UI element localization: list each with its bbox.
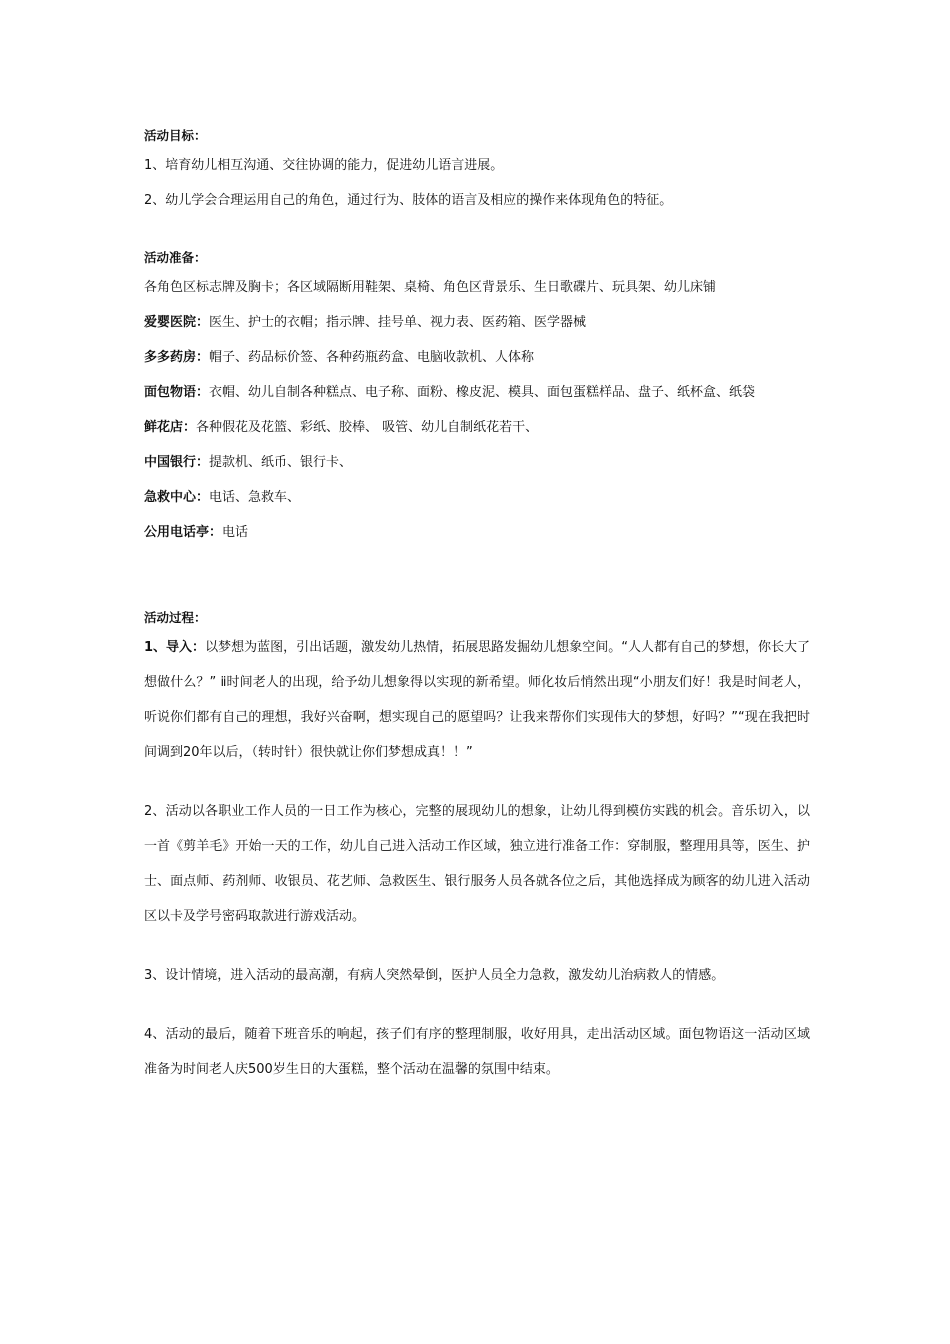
process-step-1-label: 1、导入： — [144, 640, 206, 655]
process-step-3: 3、设计情境，进入活动的最高潮，有病人突然晕倒，医护人员全力急救，激发幼儿治病救人的情感。 — [144, 968, 725, 983]
prep-area-pharmacy — [144, 340, 810, 375]
prep-area-label: 面包物语： — [144, 385, 210, 400]
preparation-heading: 活动准备： — [144, 250, 207, 265]
process-step-1-text: 以梦想为蓝图，引出话题，激发幼儿热情，拓展思路发掘幼儿想象空间。“人人都有自己的梦想，你长大了想做什么？” ⅱ时间老人的出现，给予幼儿想象得以实现的新希望。师化妆后悄然出现“小朋友们好！我是时间老人，听说你们都有自己的理想，我好兴奋啊，想实现自己的愿望吗？让我来帮你们实现伟大的梦想，好吗？”“现在我把时间调到20年以后，（转时针）很快就让你们梦想成真！！” — [144, 640, 810, 760]
prep-area-label: 公用电话亭： — [144, 525, 223, 540]
prep-area-text: 提款机、纸币、银行卡、 — [209, 455, 353, 470]
prep-area-label: 中国银行： — [144, 455, 210, 470]
prep-area-text: 各种假花及花篮、彩纸、胶棒、 吸管、幼儿自制纸花若干、 — [196, 420, 539, 435]
process-step-1 — [144, 630, 810, 770]
prep-area-label: 急救中心： — [144, 490, 210, 505]
prep-area-emergency — [144, 480, 810, 515]
goal-item-1: 1、培育幼儿相互沟通、交往协调的能力，促进幼儿语言进展。 — [144, 158, 504, 173]
prep-area-label: 鲜花店： — [144, 420, 197, 435]
process-step-2: 2、活动以各职业工作人员的一日工作为核心，完整的展现幼儿的想象，让幼儿得到模仿实践的机会。音乐切入，以一首《剪羊毛》开始一天的工作，幼儿自己进入活动工作区域，独立进行准备工作：穿制服，整理用具等，医生、护士、面点师、药剂师、收银员、花艺师、急救医生、银行服务人员各就各位之后，其他选择成为顾客的幼儿进入活动区以卡及学号密码取款进行游戏活动。 — [144, 804, 810, 924]
preparation-general: 各角色区标志牌及胸卡；各区域隔断用鞋架、桌椅、角色区背景乐、生日歌碟片、玩具架、幼儿床铺 — [144, 280, 717, 295]
prep-area-text: 医生、护士的衣帽；指示牌、挂号单、视力表、医药箱、医学器械 — [209, 315, 587, 330]
process-heading: 活动过程： — [144, 610, 207, 625]
prep-area-bakery — [144, 375, 810, 410]
goals-heading: 活动目标： — [144, 128, 207, 143]
prep-area-flower-shop — [144, 410, 810, 445]
document-body — [144, 124, 810, 1087]
prep-area-text: 电话、急救车、 — [209, 490, 301, 505]
prep-area-text: 电话 — [222, 525, 249, 540]
prep-area-text: 帽子、药品标价签、各种药瓶药盒、电脑收款机、人体称 — [209, 350, 535, 365]
goal-item-2: 2、幼儿学会合理运用自己的角色，通过行为、肢体的语言及相应的操作来体现角色的特征。 — [144, 193, 673, 208]
prep-area-phone-booth — [144, 515, 810, 550]
prep-area-label: 多多药房： — [144, 350, 210, 365]
prep-area-bank — [144, 445, 810, 480]
prep-area-text: 衣帽、幼儿自制各种糕点、电子称、面粉、橡皮泥、模具、面包蛋糕样品、盘子、纸杯盒、纸袋 — [209, 385, 756, 400]
prep-area-label: 爱婴医院： — [144, 315, 210, 330]
process-step-4: 4、活动的最后，随着下班音乐的响起，孩子们有序的整理制服，收好用具，走出活动区域。面包物语这一活动区域准备为时间老人庆500岁生日的大蛋糕，整个活动在温馨的氛围中结束。 — [144, 1027, 810, 1077]
prep-area-hospital — [144, 305, 810, 340]
